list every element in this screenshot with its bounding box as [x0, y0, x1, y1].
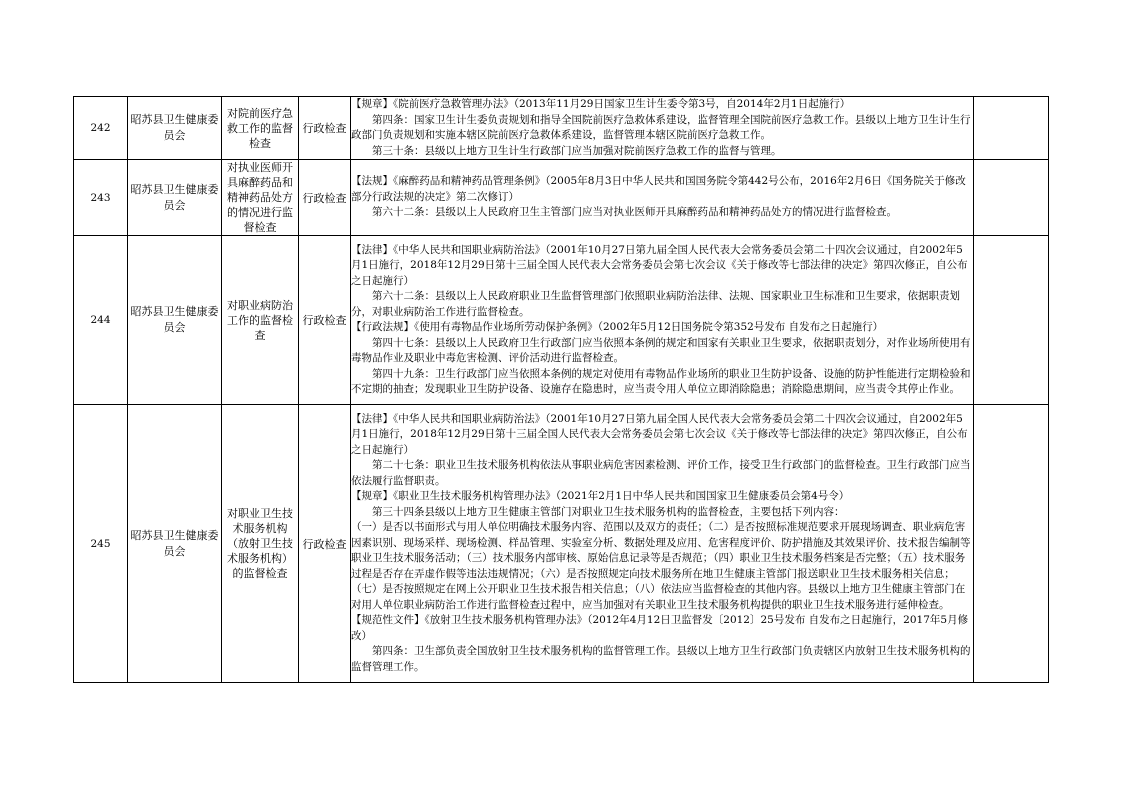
table-row [74, 236, 1049, 405]
power-type: 行政检查 [299, 97, 351, 160]
basis-paragraph: 【法规】《麻醉药品和精神药品管理条例》（2005年8月3日中华人民共和国国务院令第442号公布，2016年2月6日《国务院关于修改部分行政法规的决定》第二次修订） [351, 175, 966, 203]
remarks-cell [974, 236, 1049, 405]
remarks-cell [974, 160, 1049, 236]
basis-paragraph: 第三十条：县级以上地方卫生计生行政部门应当加强对院前医疗急救工作的监督与管理。 [372, 144, 782, 157]
department-name: 昭苏县卫生健康委员会 [128, 236, 222, 405]
table-row [74, 405, 1049, 683]
enforcement-items-table [73, 96, 1049, 683]
basis-paragraph: 【法律】《中华人民共和国职业病防治法》（2001年10月27日第九届全国人民代表大会常务委员会第二十四次会议通过，自2002年5月1日施行，2018年12月29日第十三届全国人民代表大会常务委员会第七次会议《关于修改等七部法律的决定》第四次修正，自公布之日起施行） [351, 412, 968, 456]
inspection-item: 对执业医师开具麻醉药品和精神药品处方的情况进行监督检查 [222, 160, 299, 236]
basis-paragraph: 第四十九条：卫生行政部门应当依照本条例的规定对使用有毒物品作业场所的职业卫生防护设备、设施的防护性能进行定期检验和不定期的抽查；发现职业卫生防护设备、设施存在隐患时，应当责令用人单位立即消除隐患；消除隐患期间，应当责令其停止作业。 [351, 367, 971, 395]
basis-paragraph: 第六十二条：县级以上人民政府职业卫生监督管理部门依照职业病防治法律、法规、国家职业卫生标准和卫生要求，依据职责划分，对职业病防治工作进行监督检查。 [351, 290, 960, 318]
remarks-cell [974, 405, 1049, 683]
basis-paragraph: 【规范性文件】《放射卫生技术服务机构管理办法》（2012年4月12日卫监督发〔2012〕25号发布 自发布之日起施行，2017年5月修改） [351, 614, 969, 642]
basis-paragraph: 【规章】《院前医疗急救管理办法》（2013年11月29日国家卫生计生委令第3号，自2014年2月1日起施行） [351, 98, 851, 110]
inspection-item: 对职业卫生技术服务机构（放射卫生技术服务机构）的监督检查 [222, 405, 299, 683]
basis-paragraph: 【规章】《职业卫生技术服务机构管理办法》（2021年2月1日中华人民共和国国家卫生健康委员会第4号令） [351, 490, 850, 503]
basis-paragraph: （一）是否以书面形式与用人单位明确技术服务内容、范围以及双方的责任；（二）是否按照标准规范要求开展现场调查、职业病危害因素识别、现场采样、现场检测、样品管理、实验室分析、数据处理及应用、危害程度评价、防护措施及其效果评价、技术报告编制等职业卫生技术服务活动；（三）技术服务内部审核、原始信息记录等是否规范；（四）职业卫生技术服务档案是否完整；（五）技术服务过程是否存在弄虚作假等违法违规情况；（六）是否按照规定向技术服务所在地卫生健康主管部门报送职业卫生技术服务相关信息；（七）是否按照规定在网上公开职业卫生技术报告相关信息；（八）依法应当监督检查的其他内容。县级以上地方卫生健康主管部门在对用人单位职业病防治工作进行监督检查过程中，应当加强对有关职业卫生技术服务机构提供的职业卫生技术服务进行延伸检查。 [351, 521, 971, 611]
basis-paragraph: 第六十二条：县级以上人民政府卫生主管部门应当对执业医师开具麻醉药品和精神药品处方的情况进行监督检查。 [372, 206, 897, 219]
basis-paragraph: 【法律】《中华人民共和国职业病防治法》（2001年10月27日第九届全国人民代表大会常务委员会第二十四次会议通过，自2002年5月1日施行，2018年12月29日第十三届全国人民代表大会常务委员会第七次会议《关于修改等七部法律的决定》第四次修正，自公布之日起施行） [351, 243, 968, 287]
power-type: 行政检查 [299, 405, 351, 683]
inspection-item: 对职业病防治工作的监督检查 [222, 236, 299, 405]
legal-basis [351, 405, 974, 683]
table-body [74, 97, 1049, 683]
power-type: 行政检查 [299, 160, 351, 236]
row-number: 243 [74, 160, 128, 236]
legal-basis [351, 97, 974, 160]
department-name: 昭苏县卫生健康委员会 [128, 97, 222, 160]
basis-paragraph: 第四条：卫生部负责全国放射卫生技术服务机构的监督管理工作。县级以上地方卫生行政部门负责辖区内放射卫生技术服务机构的监督管理工作。 [351, 645, 971, 673]
department-name: 昭苏县卫生健康委员会 [128, 405, 222, 683]
power-type: 行政检查 [299, 236, 351, 405]
remarks-cell [974, 97, 1049, 160]
basis-paragraph: 第三十四条县级以上地方卫生健康主管部门对职业卫生技术服务机构的监督检查，主要包括下列内容： [372, 505, 845, 518]
table-row [74, 160, 1049, 236]
basis-paragraph: 【行政法规】《使用有毒物品作业场所劳动保护条例》（2002年5月12日国务院令第352号发布 自发布之日起施行） [351, 321, 884, 333]
row-number: 244 [74, 236, 128, 405]
row-number: 242 [74, 97, 128, 160]
inspection-item: 对院前医疗急救工作的监督检查 [222, 97, 299, 160]
legal-basis [351, 160, 974, 236]
basis-paragraph: 第四十七条：县级以上人民政府卫生行政部门应当依照本条例的规定和国家有关职业卫生要求，依据职责划分，对作业场所使用有毒物品作业及职业中毒危害检测、评价活动进行监督检查。 [351, 336, 971, 364]
basis-paragraph: 第四条：国家卫生计生委负责规划和指导全国院前医疗急救体系建设，监督管理全国院前医疗急救工作。县级以上地方卫生计生行政部门负责规划和实施本辖区院前医疗急救体系建设，监督管理本辖区院前医疗急救工作。 [351, 113, 971, 141]
legal-basis [351, 236, 974, 405]
department-name: 昭苏县卫生健康委员会 [128, 160, 222, 236]
row-number: 245 [74, 405, 128, 683]
table-row [74, 97, 1049, 160]
basis-paragraph: 第二十七条：职业卫生技术服务机构依法从事职业病危害因素检测、评价工作，接受卫生行政部门的监督检查。卫生行政部门应当依法履行监督职责。 [351, 459, 971, 487]
